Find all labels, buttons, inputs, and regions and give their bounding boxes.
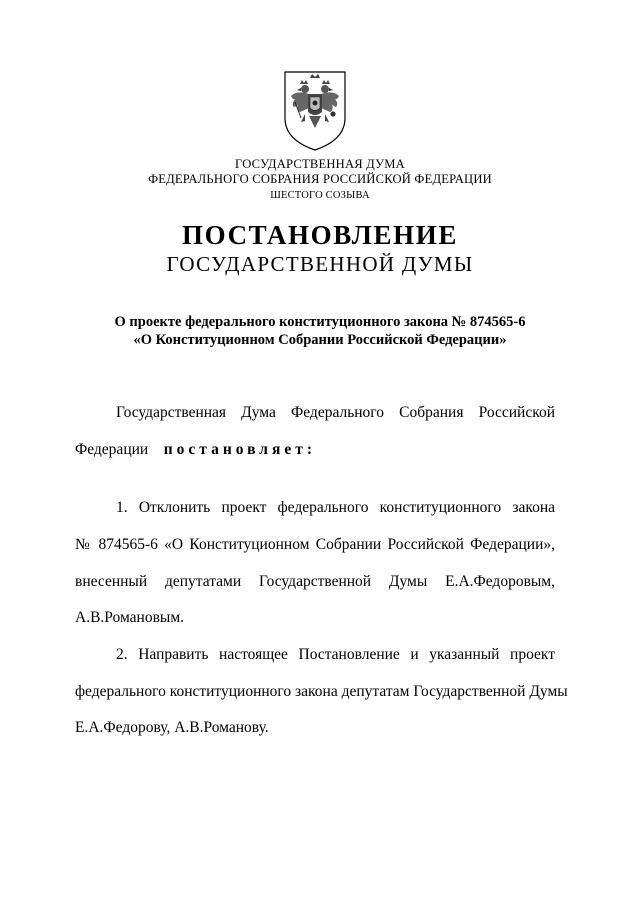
item-2-line-1: 2. Направить настоящее Постановление и указанный проект bbox=[116, 646, 555, 663]
item-2-line-3: Е.А.Федорову, А.В.Романову. bbox=[75, 719, 269, 736]
resolution-verb: постановляет: bbox=[163, 441, 317, 458]
subject-line-1: О проекте федерального конституционного закона № 874565-6 bbox=[114, 314, 526, 330]
intro-line-2-start: Федерации bbox=[75, 441, 149, 458]
item-1-line-1: 1. Отклонить проект федерального конституционного закона bbox=[116, 499, 555, 516]
document-subtitle: ГОСУДАРСТВЕННОЙ ДУМЫ bbox=[166, 252, 474, 276]
item-1-line-2: № 874565-6 «О Конституционном Собрании Российской Федерации», bbox=[75, 536, 555, 553]
document-title: ПОСТАНОВЛЕНИЕ bbox=[182, 220, 458, 250]
item-2-line-2: федерального конституционного закона депутатам Государственной Думы bbox=[75, 683, 568, 700]
item-1-line-3: внесенный депутатами Государственной Думы Е.А.Федоровым, bbox=[75, 573, 555, 590]
intro-line-2 bbox=[75, 440, 316, 460]
item-1-line-4: А.В.Романовым. bbox=[75, 609, 185, 626]
federal-assembly-header-line: ФЕДЕРАЛЬНОГО СОБРАНИЯ РОССИЙСКОЙ ФЕДЕРАЦИИ bbox=[148, 172, 492, 186]
convocation-header-line: ШЕСТОГО СОЗЫВА bbox=[270, 190, 370, 201]
intro-line-1: Государственная Дума Федерального Собрания Российской bbox=[116, 404, 555, 421]
subject-line-2: «О Конституционном Собрании Российской Федерации» bbox=[133, 332, 507, 348]
coat-of-arms-emblem-icon bbox=[279, 66, 351, 152]
duma-header-line: ГОСУДАРСТВЕННАЯ ДУМА bbox=[235, 157, 405, 171]
